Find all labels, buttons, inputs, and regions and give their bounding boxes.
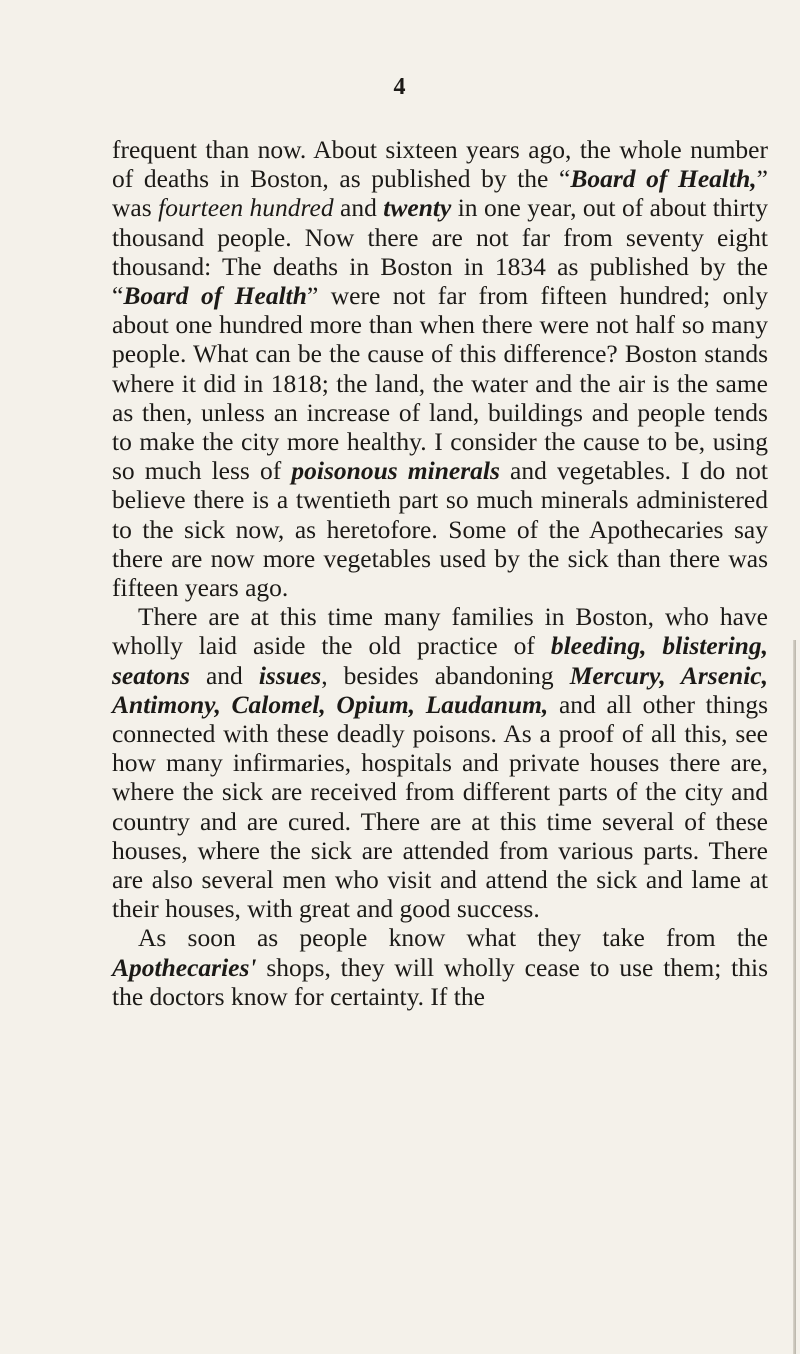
- text-segment: in one year, out of about thirty thousand people. Now there are not far from seventy eight thousand: The deaths in Boston in 1834 as published by the “: [112, 193, 768, 311]
- page-edge-shadow: [793, 640, 796, 1354]
- paragraph-1: [112, 135, 768, 602]
- text-segment: ” was: [112, 164, 768, 223]
- body-text: [112, 135, 768, 1011]
- paragraph-3: [112, 923, 768, 1011]
- emphasized-text: bleeding, blistering, seatons: [112, 631, 768, 690]
- text-segment: and: [189, 660, 259, 690]
- emphasized-text: twenty: [383, 193, 452, 223]
- text-segment: , besides abandoning: [321, 660, 570, 690]
- text-segment: and all other things connected with these deadly poisons. As a proof of all this, see how many infirmaries, hospitals and private houses there are, where the sick are received from different parts of the city and country and are cured. There are at this time several of these houses, where the sick are attended from various parts. There are also several men who visit and attend the sick and lame at their houses, with great and good success.: [112, 689, 768, 924]
- text-segment: ” were not far from fifteen hundred; only about one hundred more than when there were not half so many people. What can be the cause of this difference? Boston stands where it did in 1818; the land, the water and the air is the same as then, unless an increase of land, buildings and people tends to make the city more healthy. I consider the cause to be, using so much less of: [112, 281, 768, 486]
- text-segment: and: [333, 193, 384, 223]
- text-segment: frequent than now. About sixteen years ago, the whole number of deaths in Boston, as published by the “: [112, 135, 768, 194]
- emphasized-text: Mercury, Arsenic, Antimony, Calomel, Opium, Laudanum,: [112, 660, 768, 719]
- emphasized-text: Board of Health: [123, 281, 307, 311]
- text-segment: There are at this time many families in Boston, who have wholly laid aside the old practice of: [112, 602, 768, 661]
- text-segment: shops, they will wholly cease to use them; this the doctors know for certainty. If the: [112, 952, 768, 1011]
- emphasized-text: poisonous minerals: [291, 456, 500, 486]
- emphasized-text: issues: [258, 660, 322, 690]
- page-number: 4: [393, 74, 407, 100]
- text-segment: and vegetables. I do not believe there is a twentieth part so much minerals administered to the sick now, as heretofore. Some of the Apothecaries say there are now more vegetables used by the sick than there was fifteen years ago.: [112, 456, 768, 603]
- text-segment: As soon as people know what they take from the: [138, 923, 768, 953]
- paragraph-2: [112, 602, 768, 923]
- emphasized-text: Apothecaries': [112, 952, 257, 982]
- emphasized-text: fourteen hundred: [158, 193, 334, 223]
- emphasized-text: Board of Health,: [570, 164, 757, 194]
